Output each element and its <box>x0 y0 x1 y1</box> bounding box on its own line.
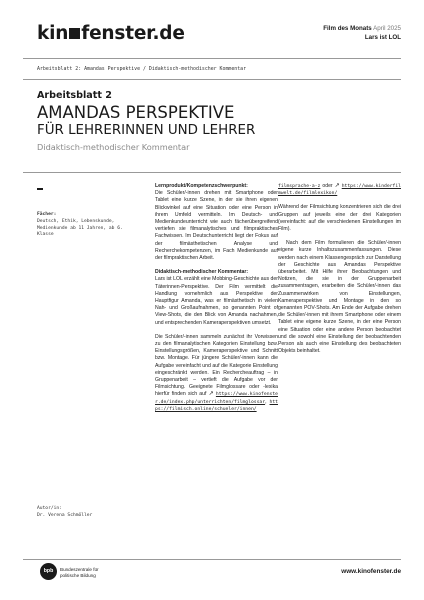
bpb-mark-icon: bpb <box>40 563 57 580</box>
logo-text-left: kin <box>37 23 69 44</box>
learning-product-heading: Lernprodukt/Kompetenzschwerpunkt: <box>155 183 248 189</box>
film-title: Lars ist LOL <box>364 33 401 41</box>
page-subtitle: Didaktisch-methodischer Kommentar <box>37 142 190 152</box>
bpb-logo[interactable] <box>40 563 120 583</box>
learning-product-text: Die Schüler/-innen drehen mit Smartphone oder Tablet eine kurze Szene, in der sie ihren eigenen Blickwinkel auf eine Situation oder eine Person in ihrem Umfeld vermitteln. Im Deutsch- und Medienkundeunterricht wie auch fächerübergreifend vertiefen sie filmanalytisches und filmpraktisches Fachwissen. Im Deutschunterricht liegt der Fokus auf der filmästhetischen Analyse und Recherchekompetenzen, im Fach Medienkunde auf der filmpraktischen Arbeit. <box>155 190 278 262</box>
author-label: Autor/in: <box>37 506 62 511</box>
arrow-link-icon: ↗ <box>334 183 340 189</box>
filmsprache-link[interactable]: filmsprache-a-z <box>278 184 321 189</box>
logo-text-right: fenster.de <box>81 23 185 44</box>
subjects-label: Fächer: <box>37 212 57 217</box>
commentary-text: Lars ist LOL erzählt eine Mobbing-Geschichte aus der Täterinnen-Perspektive. Der Film vermittelt die Handlung vornehmlich aus Perspektive der Hauptfigur Amanda, was er filmästhetisch in vielen Nah- und Großaufnahmen, so genannten Point of View-Shots, die den Blick von Amanda nachahmen, und entsprechenden Kameraperspektiven umsetzt. <box>155 276 278 326</box>
kinderfilmwelt-link[interactable]: https://www.kinderfilmwelt.de/filmlexikon/ <box>278 184 401 197</box>
bpb-name-line2: politische Bildung <box>60 572 96 578</box>
after-film-paragraph: Nach dem Film formulieren die Schüler/-innen eigene kurze Inhaltszusammenfassungen. Diese werden nach einem Klassengespräch zur Darstellung der Geschichte aus Amandas Perspektive überarbeitet. Mit Hilfe ihrer Beobachtungen und Notizen, die sie in der Gruppenarbeit zusammentragen, erarbeiten die Schüler/-innen das Zusammenwirken von Einstellungen, Kameraperspektive und Montage in den so genannten POV-Shots. Am Ende der Aufgabe drehen die Schüler/-innen mit ihrem Smartphone oder einem Tablet eine eigene kurze Szene, in der eine Person eine Situation oder eine andere Person beobachtet und die sowohl eine Einstellung der beobachtenden Person als auch eine Einstellung des beobachteten Objekts beinhaltet. <box>278 240 401 355</box>
logo-square-icon <box>69 28 80 39</box>
page-title: AMANDAS PERSPEKTIVE <box>37 103 235 122</box>
breadcrumb: Arbeitsblatt 2: Amandas Perspektive / Didaktisch-methodischer Kommentar <box>37 66 247 72</box>
links-paragraph <box>278 183 401 197</box>
film-of-month-info <box>323 25 401 42</box>
worksheet-number: Arbeitsblatt 2 <box>37 90 112 101</box>
task-text: Die Schüler/-innen sammeln zunächst ihr Vorwissen zu den filmanalytischen Kategorien Einstellung bzw. Einstellungsgrößen, Kameraperspektive und Schnitt bzw. Montage. Für jüngere Schüler/-innen kann die Aufgabe vereinfacht und auf die Kategorie Einstellung eingeschränkt werden. Ein Rechercheauftrag – in Gruppenarbeit – vertieft die Aufgabe vor der Filmsichtung. Geeignete Filmglossare oder -lexika hierfür finden sich auf <box>155 333 278 398</box>
kinofenster-glossary-link[interactable]: https://www.kinofenster.de/index.php/unterrichten/filmglossar <box>155 392 278 405</box>
dash-marker <box>37 188 43 190</box>
bpb-name-line1: Bundeszentrale für <box>60 567 99 572</box>
title-block <box>37 90 397 153</box>
link-connector: oder <box>322 183 333 189</box>
film-of-month-label: Film des Monats <box>323 25 372 32</box>
meta-column <box>37 184 129 239</box>
breadcrumb-divider <box>23 79 401 80</box>
title-divider <box>23 172 401 173</box>
text-column-middle <box>155 183 278 420</box>
filmisch-link[interactable]: https://filmisch.online/schueler/innen/ <box>155 399 278 412</box>
issue-date: April 2025 <box>373 25 401 32</box>
viewing-paragraph: Während der Filmsichtung konzentrieren sich die drei Gruppen auf jeweils eine der drei Kategorien (vereinfacht: auf die verschiedenen Einstellungen im Film). <box>278 204 401 233</box>
header-divider <box>23 58 401 59</box>
task-paragraph: Die Schüler/-innen sammeln zunächst ihr Vorwissen zu den filmanalytischen Kategorien Einstellung bzw. Einstellungsgrößen, Kameraperspektive und Schnitt bzw. Montage. Für jüngere Schüler/-innen kann die Aufgabe vereinfacht und auf die Kategorie Einstellung eingeschränkt werden. Ein Rechercheauftrag – in Gruppenarbeit – vertieft die Aufgabe vor der Filmsichtung. Geeignete Filmglossare oder -lexika hierfür finden sich auf ↗ https://www.kinofenster.de/index.php/unterrichten/filmglossar, https://filmisch.online/schueler/innen/ <box>155 333 278 412</box>
author-name: Dr. Verena Schmöller <box>37 512 93 518</box>
commentary-paragraph <box>155 269 278 327</box>
page-title-audience: FÜR LEHRERINNEN UND LEHRER <box>37 123 256 138</box>
author-block <box>37 506 137 520</box>
text-column-right <box>278 183 401 362</box>
commentary-heading: Didaktisch-methodischer Kommentar: <box>155 269 249 276</box>
bpb-name <box>60 567 99 578</box>
footer-divider <box>23 559 401 560</box>
arrow-link-icon: ↗ <box>208 391 214 398</box>
footer-url[interactable]: www.kinofenster.de <box>341 568 401 575</box>
subjects-text: Deutsch, Ethik, Lebenskunde, Medienkunde ab 11 Jahren, ab 6. Klasse <box>37 218 123 238</box>
learning-product-paragraph <box>155 183 278 262</box>
kinofenster-logo[interactable] <box>37 25 185 44</box>
page-header <box>0 0 424 60</box>
